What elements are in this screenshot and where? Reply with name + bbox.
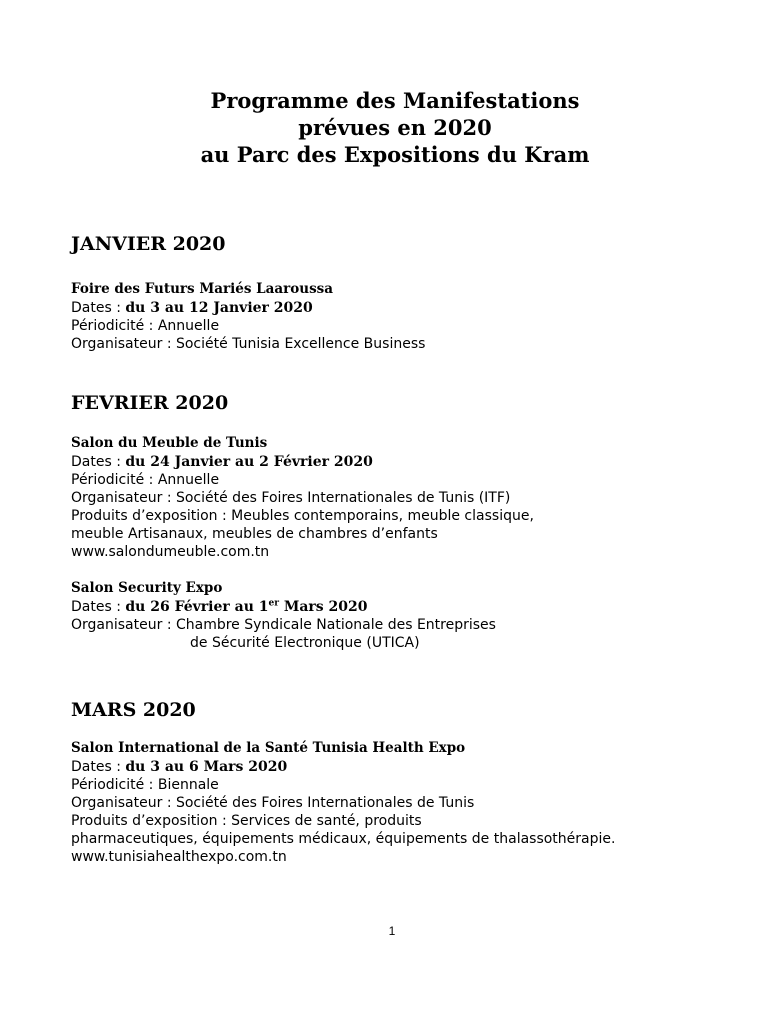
- dates-value: du 24 Janvier au 2 Février 2020: [125, 454, 373, 470]
- document-title: [0, 87, 768, 168]
- event-title: Salon Security Expo: [71, 580, 223, 596]
- dates-label: Dates :: [71, 759, 126, 775]
- ordinal-superscript: er: [268, 598, 279, 609]
- event-products: Produits d’exposition : Services de santé, produits: [71, 813, 422, 829]
- event-salon-meuble: [71, 435, 751, 561]
- event-organizer: Organisateur : Société des Foires Internationales de Tunis (ITF): [71, 490, 511, 506]
- event-organizer: Organisateur : Chambre Syndicale Nationale des Entreprises: [71, 617, 496, 633]
- event-foire-futurs-maries: [71, 281, 751, 353]
- event-salon-security: [71, 580, 751, 652]
- title-line-3: au Parc des Expositions du Kram: [200, 142, 590, 167]
- page-number: 1: [388, 924, 396, 938]
- event-periodicity: Périodicité : Annuelle: [71, 472, 220, 488]
- event-tunisia-health-expo: [71, 740, 751, 866]
- event-organizer: Organisateur : Société Tunisia Excellence Business: [71, 336, 426, 352]
- event-title: Foire des Futurs Mariés Laaroussa: [71, 281, 334, 297]
- event-title: Salon International de la Santé Tunisia Health Expo: [71, 740, 466, 756]
- event-periodicity: Périodicité : Biennale: [71, 777, 219, 793]
- event-dates: [71, 453, 751, 471]
- dates-value-start: du 26 Février au 1: [125, 599, 269, 615]
- event-products-cont: meuble Artisanaux, meubles de chambres d’enfants: [71, 526, 438, 542]
- event-periodicity: Périodicité : Annuelle: [71, 318, 220, 334]
- month-heading-janvier: JANVIER 2020: [71, 233, 226, 255]
- event-dates: [71, 299, 751, 317]
- event-products-cont: pharmaceutiques, équipements médicaux, équipements de thalassothérapie.: [71, 831, 616, 847]
- event-title: Salon du Meuble de Tunis: [71, 435, 268, 451]
- event-dates: [71, 598, 751, 616]
- dates-value: du 3 au 12 Janvier 2020: [125, 300, 313, 316]
- dates-value: [125, 599, 367, 615]
- dates-label: Dates :: [71, 300, 126, 316]
- event-organizer: Organisateur : Société des Foires Internationales de Tunis: [71, 795, 475, 811]
- month-heading-fevrier: FEVRIER 2020: [71, 392, 229, 414]
- month-heading-mars: MARS 2020: [71, 699, 196, 721]
- title-line-2: prévues en 2020: [298, 115, 492, 140]
- dates-value-end: Mars 2020: [278, 599, 368, 615]
- event-website-link[interactable]: www.salondumeuble.com.tn: [71, 544, 270, 560]
- event-organizer-cont: de Sécurité Electronique (UTICA): [190, 635, 420, 651]
- event-website-link[interactable]: www.tunisiahealthexpo.com.tn: [71, 849, 287, 865]
- event-products: Produits d’exposition : Meubles contemporains, meuble classique,: [71, 508, 534, 524]
- dates-label: Dates :: [71, 454, 126, 470]
- event-dates: [71, 758, 751, 776]
- dates-label: Dates :: [71, 599, 126, 615]
- dates-value: du 3 au 6 Mars 2020: [125, 759, 288, 775]
- title-line-1: Programme des Manifestations: [210, 88, 580, 113]
